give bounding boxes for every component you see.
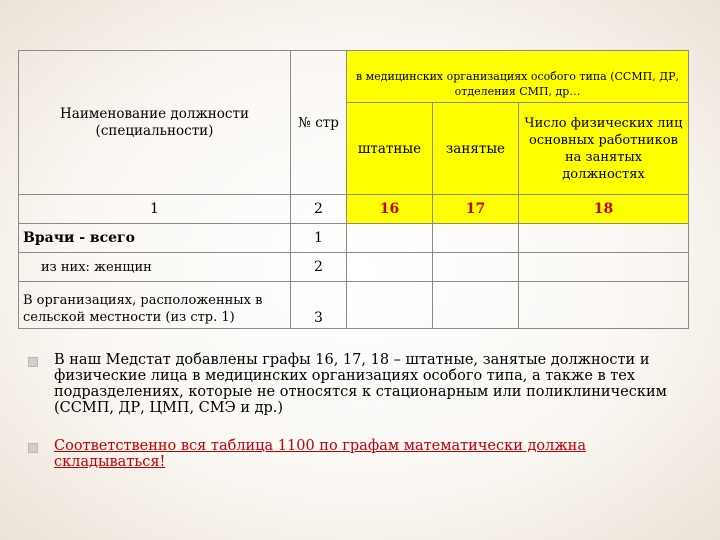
cell-staff [347,282,433,329]
table-row [19,282,689,329]
column-number-1: 1 [19,195,291,224]
column-number-16: 16 [347,195,433,224]
staffing-table [18,50,689,329]
column-number-18: 18 [519,195,689,224]
cell-occupied [433,253,519,282]
header-special-organizations: в медицинских организациях особого типа (ССМП, ДР, отделения СМП, др… [347,51,689,103]
cell-staff [347,224,433,253]
cell-persons [519,282,689,329]
table-row [19,224,689,253]
row-number: 1 [291,224,347,253]
note-item [28,438,698,470]
table-row [19,253,689,282]
header-staff-positions: штатные [347,103,433,195]
cell-persons [519,224,689,253]
header-position-name: Наименование должности (специальности) [19,51,291,195]
note-text: В наш Медстат добавлены графы 16, 17, 18 – штатные, занятые должности и физические лица в медицинских организациях особого типа, а также в тех подразделениях, которые не относятся к стационарным или поликлиническим (ССМП, ДР, ЦМП, СМЭ и др.) [54,352,667,416]
row-number: 3 [291,282,347,329]
header-row-number: № стр [291,51,347,195]
cell-persons [519,253,689,282]
note-text-warning: Соответственно вся таблица 1100 по графам математически должна складываться! [54,438,586,470]
square-bullet-icon [28,443,38,453]
cell-staff [347,253,433,282]
column-number-17: 17 [433,195,519,224]
row-name: Врачи - всего [19,224,291,253]
header-physical-persons: Число физических лиц основных работников на занятых должностях [519,103,689,195]
row-number: 2 [291,253,347,282]
cell-occupied [433,282,519,329]
header-occupied-positions: занятые [433,103,519,195]
square-bullet-icon [28,357,38,367]
row-name: из них: женщин [19,253,291,282]
notes-list [28,352,698,470]
column-number-2: 2 [291,195,347,224]
row-name: В организациях, расположенных в сельской местности (из стр. 1) [19,282,291,329]
note-item [28,352,698,416]
cell-occupied [433,224,519,253]
